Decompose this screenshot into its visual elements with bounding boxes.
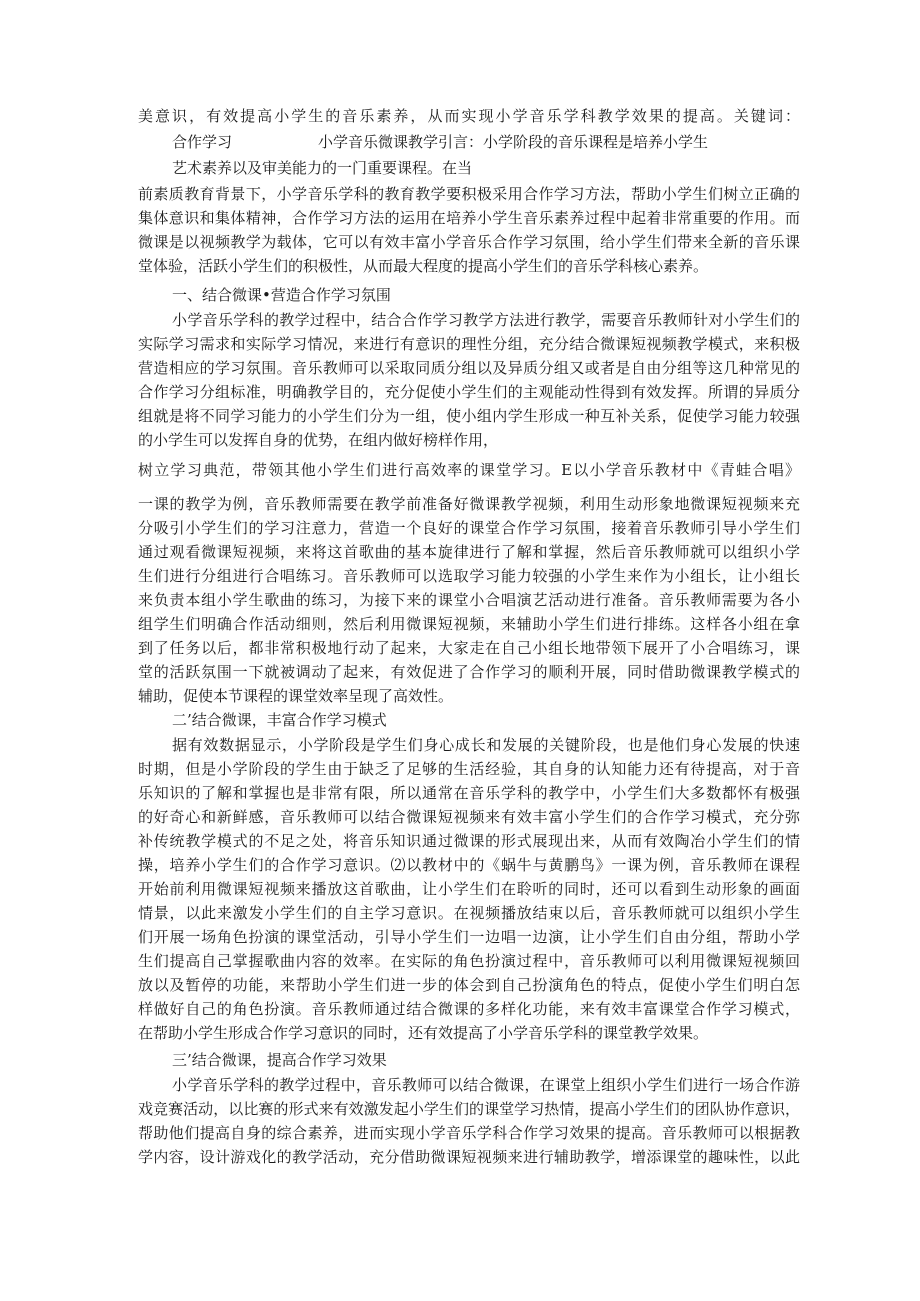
section-1-heading: 一、结合微课•营造合作学习氛围	[172, 286, 391, 304]
section-1-line: 组学生们明确合作活动细则，然后利用微课短视频，来辅助小学生们进行排练。这样各小组在拿	[138, 615, 800, 633]
keyword-intro-line: 小学音乐微课教学引言：小学阶段的音乐课程是培养小学生	[318, 133, 709, 151]
section-2-line: 操，培养小学生们的合作学习意识。⑵以教材中的《蜗牛与黄鹏鸟》一课为例，音乐教师在课程	[138, 856, 800, 874]
keyword-cooperative-learning: 合作学习	[172, 133, 233, 151]
section-2-line: 情景，以此来激发小学生们的自主学习意识。在视频播放结束以后，音乐教师就可以组织小学生	[138, 904, 800, 922]
section-1-line: 小学音乐学科的教学过程中，结合合作学习教学方法进行教学，需要音乐教师针对小学生们的	[172, 311, 800, 329]
section-3-line: 帮助他们提高自身的综合素养，进而实现小学音乐学科合作学习效果的提高。音乐教师可以根据教	[138, 1124, 800, 1142]
section-3-line: 学内容，设计游戏化的教学活动，充分借助微课短视频来进行辅助教学，增添课堂的趣味性，以此	[138, 1148, 800, 1166]
intro-line-6: 微课是以视频教学为载体，它可以有效丰富小学音乐合作学习氛围，给小学生们带来全新的音乐课	[138, 233, 800, 251]
section-2-line: 时期，但是小学阶段的学生由于缺乏了足够的生活经验，其自身的认知能力还有待提高，对于音	[138, 760, 800, 778]
section-1-line: 到了任务以后，都非常积极地行动了起来，大家走在自己小组长地带领下展开了小合唱练习，课	[138, 639, 800, 657]
section-1-line: 通过观看微课短视频，来将这首歌曲的基本旋律进行了解和掌握，然后音乐教师就可以组织小学	[138, 543, 800, 561]
section-2-heading: 二’结合微课，丰富合作学习模式	[172, 711, 387, 729]
section-3-line: 小学音乐学科的教学过程中，音乐教师可以结合微课，在课堂上组织小学生们进行一场合作游	[172, 1076, 800, 1094]
section-1-line: 营造相应的学习氛围。音乐教师可以采取同质分组以及异质分组又或者是自由分组等这几种常见的	[138, 359, 800, 377]
section-2-line: 们开展一场角色扮演的课堂活动，引导小学生们一边唱一边演，让小学生们自由分组，帮助小学	[138, 928, 800, 946]
section-1-line: 分吸引小学生们的学习注意力，营造一个良好的课堂合作学习氛围，接着音乐教师引导小学生们	[138, 519, 800, 537]
section-2-line: 补传统教学模式的不足之处，将音乐知识通过微课的形式展现出来，从而有效陶冶小学生们的情	[138, 832, 800, 850]
section-1-line: 来负责本组小学生歌曲的练习，为接下来的课堂小合唱演艺活动进行准备。音乐教师需要为各小	[138, 591, 800, 609]
section-1-line: 堂的活跃氛围一下就被调动了起来，有效促进了合作学习的顺利开展，同时借助微课教学模式的	[138, 663, 800, 681]
section-2-line: 的好奇心和新鲜感，音乐教师可以结合微课短视频来有效丰富小学生们的合作学习模式，充分弥	[138, 808, 800, 826]
section-1-line: 生们进行分组进行合唱练习。音乐教师可以选取学习能力较强的小学生来作为小组长，让小组长	[138, 567, 800, 585]
section-1-line: 一课的教学为例，音乐教师需要在教学前准备好微课教学视频，利用生动形象地微课短视频来充	[138, 495, 800, 513]
intro-line-1: 美意识，有效提高小学生的音乐素养，从而实现小学音乐学科教学效果的提高。关键词：	[138, 107, 800, 125]
section-1-line: 实际学习需求和实际学习情况，来进行有意识的理性分组，充分结合微课短视频教学模式，来积极	[138, 335, 800, 353]
intro-line-5: 集体意识和集体精神，合作学习方法的运用在培养小学生音乐素养过程中起着非常重要的作用。而	[138, 209, 800, 227]
intro-line-3: 艺术素养以及审美能力的一门重要课程。在当	[172, 159, 473, 177]
section-1-line: 合作学习分组标准，明确教学目的，充分促使小学生们的主观能动性得到有效发挥。所谓的异质分	[138, 383, 800, 401]
section-2-line: 在帮助小学生形成合作学习意识的同时，还有效提高了小学音乐学科的课堂教学效果。	[138, 1024, 709, 1042]
intro-line-4: 前素质教育背景下，小学音乐学科的教育教学要积极采用合作学习方法，帮助小学生们树立正确的	[138, 185, 800, 203]
intro-line-7: 堂体验，活跃小学生们的积极性，从而最大程度的提高小学生们的音乐学科核心素养。	[138, 257, 709, 275]
section-2-line: 放以及暂停的功能，来帮助小学生们进一步的体会到自己扮演角色的特点，促使小学生们明白怎	[138, 976, 800, 994]
section-2-line: 开始前利用微课短视频来播放这首歌曲，让小学生们在聆听的同时，还可以看到生动形象的画面	[138, 880, 800, 898]
section-1-line: 辅助，促使本节课程的课堂效率呈现了高效性。	[138, 687, 454, 705]
section-2-line: 样做好自己的角色扮演。音乐教师通过结合微课的多样化功能，来有效丰富课堂合作学习模式，	[138, 1000, 800, 1018]
section-1-line: 组就是将不同学习能力的小学生们分为一组，使小组内学生形成一种互补关系，促使学习能力较强	[138, 407, 800, 425]
section-3-line: 戏竞赛活动，以比赛的形式来有效激发起小学生们的课堂学习热情，提高小学生们的团队协作意识，	[138, 1100, 800, 1118]
section-2-line: 乐知识的了解和掌握也是非常有限，所以通常在音乐学科的教学中，小学生们大多数都怀有极强	[138, 784, 800, 802]
section-3-heading: 三’结合微课，提高合作学习效果	[172, 1051, 387, 1069]
section-2-line: 据有效数据显示，小学阶段是学生们身心成长和发展的关键阶段，也是他们身心发展的快速	[172, 736, 800, 754]
section-1-line: 的小学生可以发挥自身的优势，在组内做好榜样作用，	[138, 431, 499, 449]
section-2-line: 生们提高自己掌握歌曲内容的效率。在实际的角色扮演过程中，音乐教师可以利用微课短视频回	[138, 952, 800, 970]
section-1-line: 树立学习典范，带领其他小学生们进行高效率的课堂学习。E以小学音乐教材中《青蛙合唱》	[138, 461, 800, 479]
